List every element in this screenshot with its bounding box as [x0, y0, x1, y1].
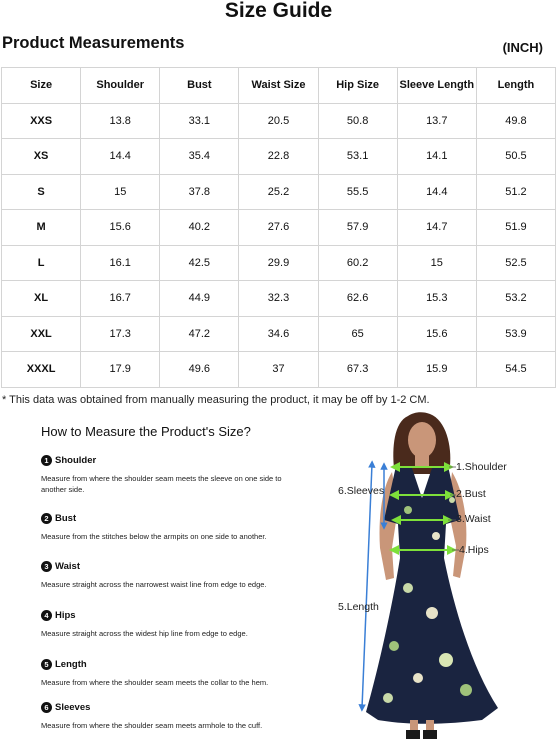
table-cell: 52.5 [476, 245, 555, 281]
column-header-waist: Waist Size [239, 68, 318, 104]
table-cell-size: XL [2, 281, 81, 317]
table-cell: 13.8 [81, 103, 160, 139]
step-number-icon: 1 [41, 455, 52, 466]
table-cell: 62.6 [318, 281, 397, 317]
table-cell: 17.3 [81, 316, 160, 352]
step-name: Waist [55, 561, 80, 572]
table-row [2, 103, 556, 139]
table-cell: 44.9 [160, 281, 239, 317]
step-description: Measure from the stitches below the armpits on one side to another. [41, 532, 267, 541]
table-cell: 54.5 [476, 352, 555, 388]
table-row [2, 245, 556, 281]
step-shoulder [41, 455, 296, 495]
label-sleeves: 6.Sleeves [338, 485, 385, 497]
table-cell: 49.8 [476, 103, 555, 139]
table-cell: 55.5 [318, 174, 397, 210]
table-cell: 14.4 [397, 174, 476, 210]
table-cell: 47.2 [160, 316, 239, 352]
column-header-length: Length [476, 68, 555, 104]
howto-title: How to Measure the Product's Size? [41, 424, 251, 439]
table-cell: 15.6 [397, 316, 476, 352]
table-header-row [2, 68, 556, 104]
column-header-size: Size [2, 68, 81, 104]
table-cell: 16.7 [81, 281, 160, 317]
table-cell: 22.8 [239, 139, 318, 175]
table-cell: 13.7 [397, 103, 476, 139]
column-header-bust: Bust [160, 68, 239, 104]
step-number-icon: 2 [41, 513, 52, 524]
table-cell: 27.6 [239, 210, 318, 246]
label-bust: 2.Bust [456, 488, 486, 500]
step-number-icon: 3 [41, 561, 52, 572]
table-cell: 15.6 [81, 210, 160, 246]
label-waist: 3.Waist [456, 513, 491, 525]
table-row [2, 352, 556, 388]
table-cell: 65 [318, 316, 397, 352]
page-title: Size Guide [224, 0, 333, 22]
step-name: Sleeves [55, 702, 91, 713]
table-cell: 50.5 [476, 139, 555, 175]
table-cell: 35.4 [160, 139, 239, 175]
table-cell: 16.1 [81, 245, 160, 281]
table-cell-size: L [2, 245, 81, 281]
label-shoulder: 1.Shoulder [456, 461, 507, 473]
table-cell: 15.9 [397, 352, 476, 388]
table-row [2, 281, 556, 317]
table-cell: 14.4 [81, 139, 160, 175]
table-cell-size: XXXL [2, 352, 81, 388]
table-cell-size: XXS [2, 103, 81, 139]
table-cell: 25.2 [239, 174, 318, 210]
table-cell: 51.9 [476, 210, 555, 246]
table-row [2, 174, 556, 210]
table-cell: 32.3 [239, 281, 318, 317]
table-cell: 37 [239, 352, 318, 388]
step-number-icon: 6 [41, 702, 52, 713]
section-title-measurements: Product Measurements [2, 34, 185, 52]
step-name: Length [55, 659, 87, 670]
label-hips: 4.Hips [459, 544, 489, 556]
step-description: Measure from where the shoulder seam meets the sleeve on one side to another side. [41, 474, 282, 494]
table-cell: 14.1 [397, 139, 476, 175]
unit-label: (INCH) [502, 40, 543, 55]
size-table [1, 67, 556, 388]
table-cell: 17.9 [81, 352, 160, 388]
table-cell: 67.3 [318, 352, 397, 388]
step-name: Shoulder [55, 455, 97, 466]
measurement-note: * This data was obtained from manually measuring the product, it may be off by 1-2 CM. [2, 394, 430, 406]
table-cell: 34.6 [239, 316, 318, 352]
step-description: Measure straight across the widest hip line from edge to edge. [41, 629, 248, 638]
column-header-sleeve: Sleeve Length [397, 68, 476, 104]
table-cell-size: M [2, 210, 81, 246]
step-length [41, 659, 296, 688]
step-name: Hips [55, 610, 76, 621]
table-cell: 37.8 [160, 174, 239, 210]
table-cell: 40.2 [160, 210, 239, 246]
table-cell-size: XXL [2, 316, 81, 352]
step-number-icon: 4 [41, 610, 52, 621]
table-cell: 14.7 [397, 210, 476, 246]
table-cell-size: S [2, 174, 81, 210]
dress-illustration [322, 408, 557, 741]
table-cell: 15.3 [397, 281, 476, 317]
table-cell: 33.1 [160, 103, 239, 139]
step-bust [41, 513, 296, 542]
table-cell: 53.1 [318, 139, 397, 175]
step-waist [41, 561, 296, 590]
column-header-shoulder: Shoulder [81, 68, 160, 104]
table-cell: 29.9 [239, 245, 318, 281]
step-description: Measure from where the shoulder seam meets armhole to the cuff. [41, 721, 263, 730]
table-row [2, 210, 556, 246]
table-cell: 53.2 [476, 281, 555, 317]
table-row [2, 316, 556, 352]
table-cell: 57.9 [318, 210, 397, 246]
table-row [2, 139, 556, 175]
step-number-icon: 5 [41, 659, 52, 670]
table-cell: 15 [81, 174, 160, 210]
table-cell: 53.9 [476, 316, 555, 352]
label-length: 5.Length [338, 601, 379, 613]
table-cell: 42.5 [160, 245, 239, 281]
step-name: Bust [55, 513, 77, 524]
column-header-hip: Hip Size [318, 68, 397, 104]
dress-model-figure [322, 408, 557, 741]
table-cell: 60.2 [318, 245, 397, 281]
table-cell: 20.5 [239, 103, 318, 139]
table-cell: 50.8 [318, 103, 397, 139]
table-cell: 51.2 [476, 174, 555, 210]
table-cell: 15 [397, 245, 476, 281]
table-cell-size: XS [2, 139, 81, 175]
table-cell: 49.6 [160, 352, 239, 388]
step-hips [41, 610, 296, 639]
step-description: Measure from where the shoulder seam meets the collar to the hem. [41, 678, 269, 687]
step-description: Measure straight across the narrowest waist line from edge to edge. [41, 580, 267, 589]
step-sleeves [41, 702, 296, 731]
